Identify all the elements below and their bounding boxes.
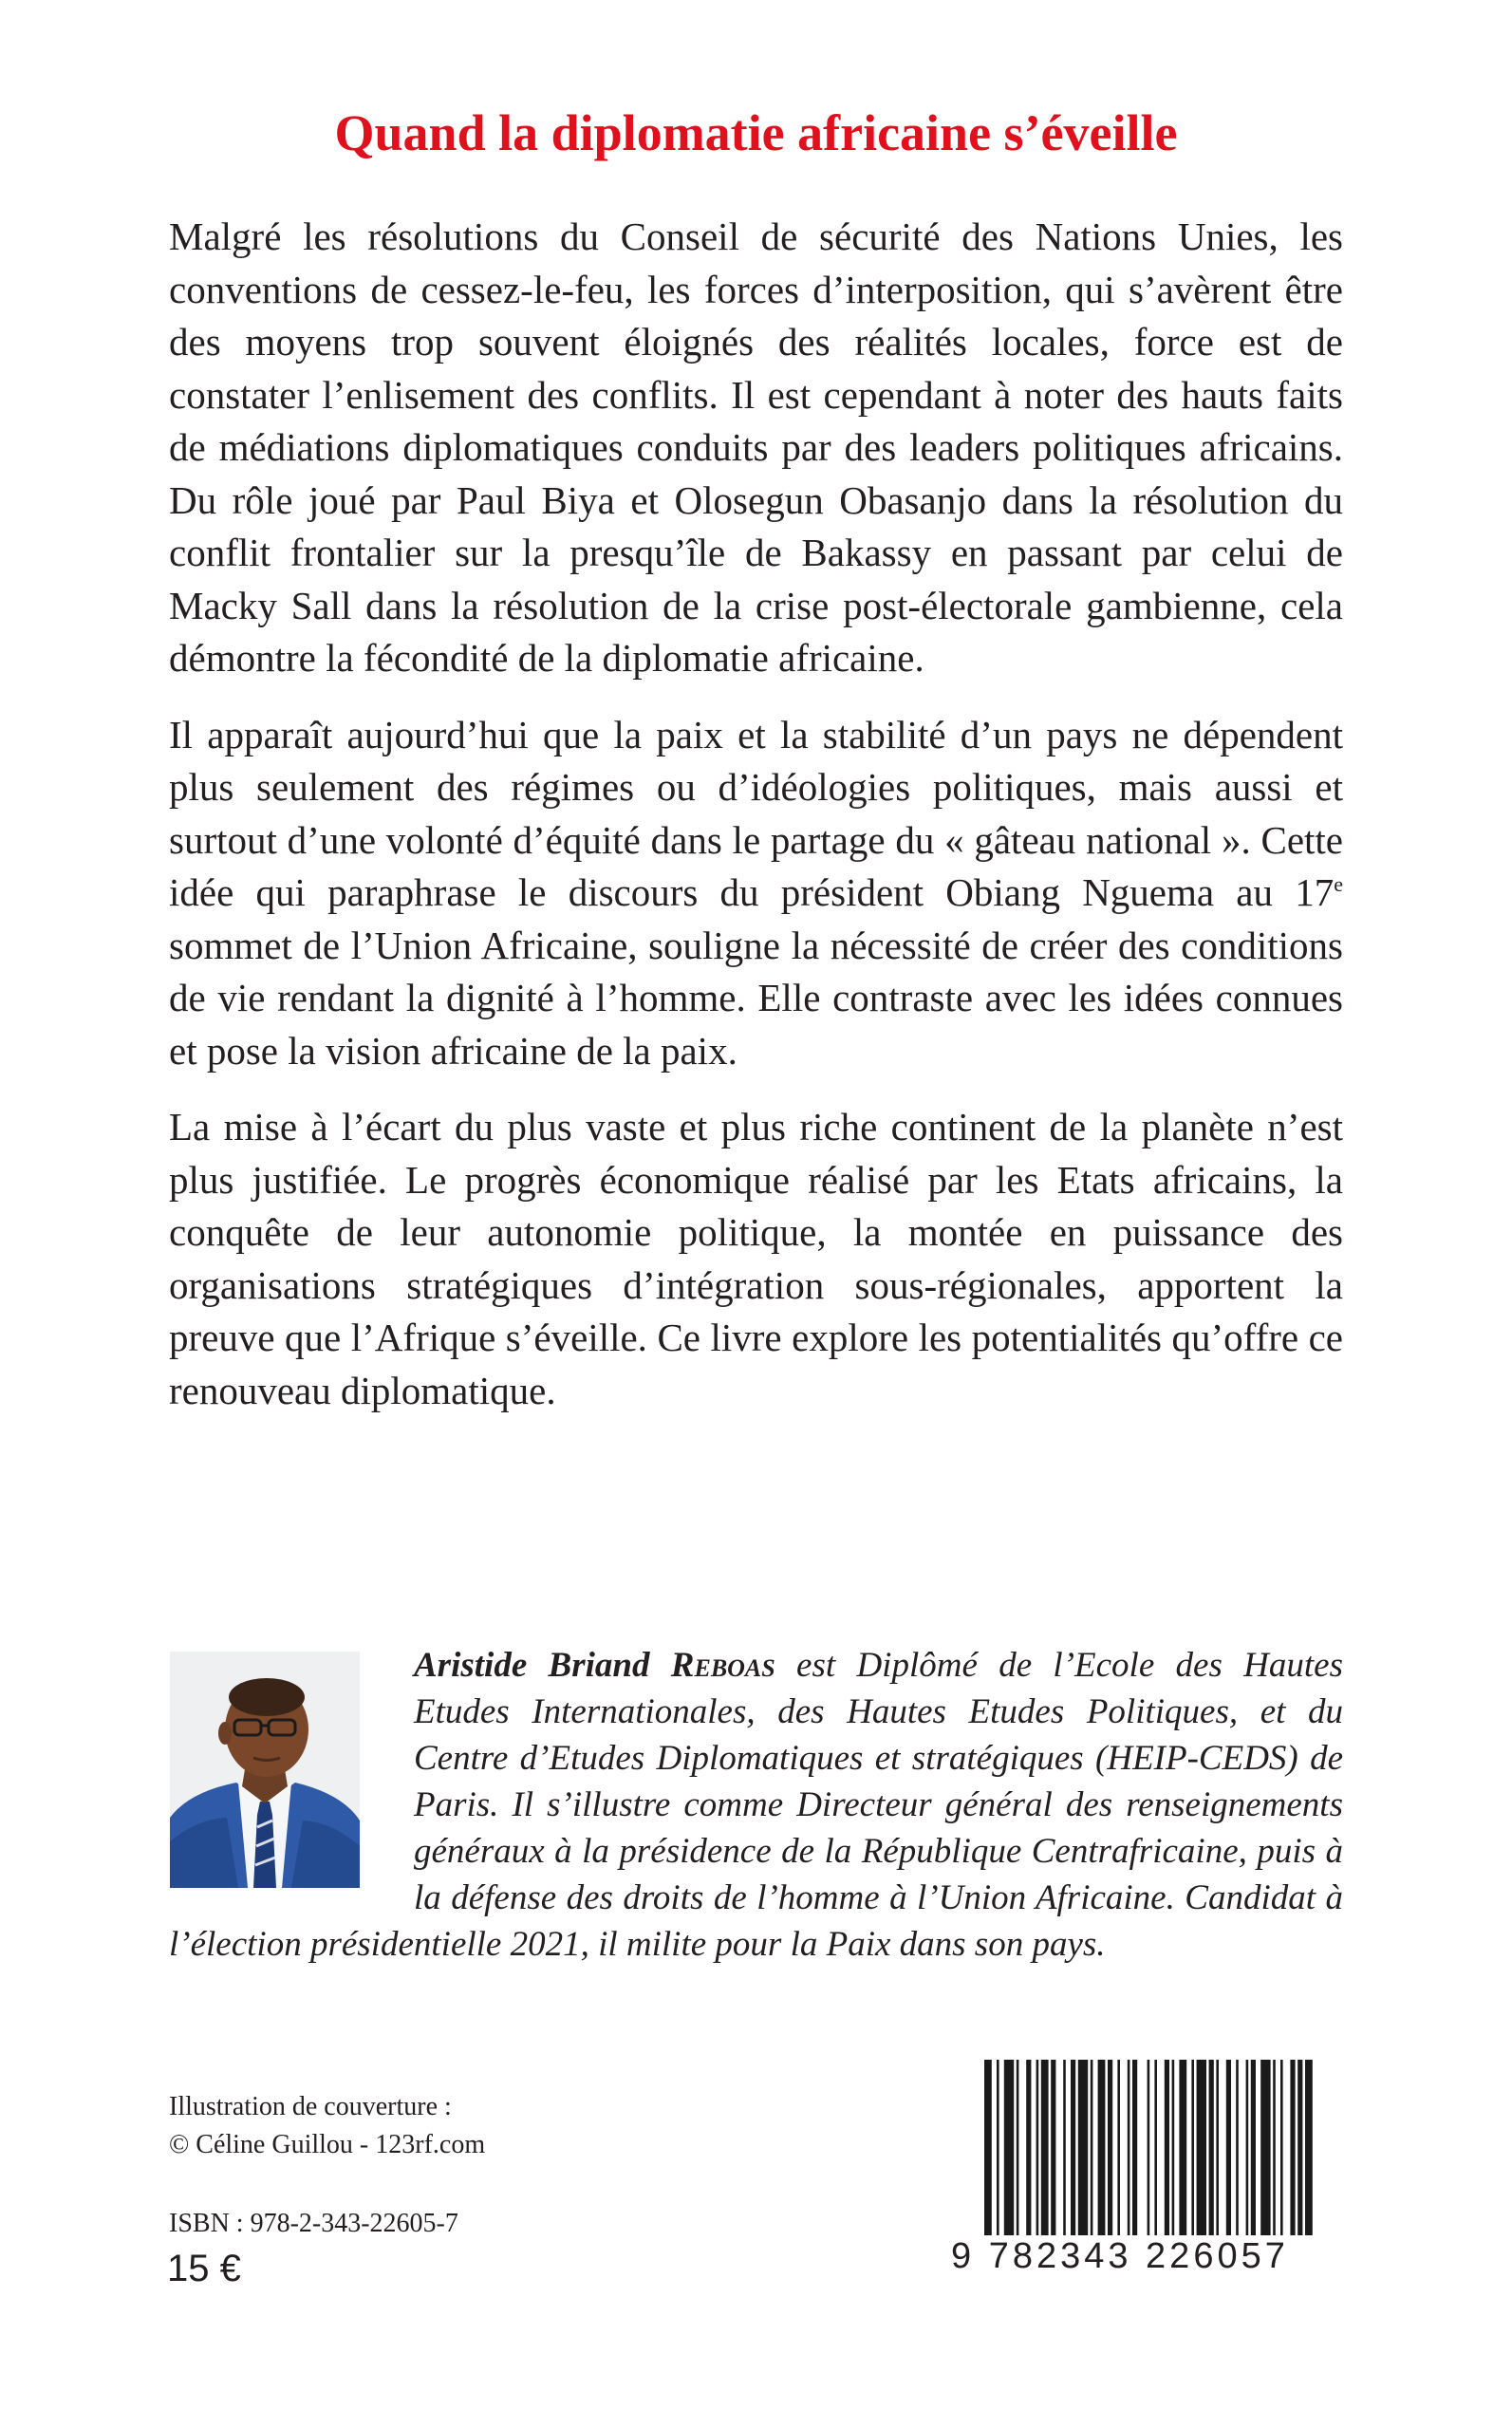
barcode-bar <box>1148 2060 1150 2235</box>
barcode-bar <box>1132 2060 1137 2235</box>
barcode-digits: 9 782343 226057 <box>951 2236 1289 2276</box>
barcode-bar <box>1280 2060 1283 2235</box>
barcode-bar <box>984 2060 992 2235</box>
barcode-bar <box>1036 2060 1039 2235</box>
illustration-credits <box>169 2088 485 2164</box>
summary-paragraph-2-text-b: sommet de l’Union Africaine, souligne la nécessité de créer des conditions de vie rendant la dignité à l’homme. Elle contraste avec les idées connues et pose la vision africaine de la paix. <box>169 923 1343 1073</box>
ordinal-superscript: e <box>1334 872 1343 896</box>
barcode-bar <box>1209 2060 1214 2235</box>
barcode-bar <box>1154 2060 1157 2235</box>
isbn: ISBN : 978-2-343-22605-7 <box>169 2209 458 2238</box>
barcode-bar <box>1290 2060 1295 2235</box>
barcode-bar <box>1172 2060 1175 2235</box>
barcode-bar <box>1117 2060 1120 2235</box>
summary-paragraph-3: La mise à l’écart du plus vaste et plus riche continent de la planète n’est plus justifiée. Le progrès économique réalisé par les Etats africains, la conquête de leur autonomie politique, la montée en puissance des organisations stratégiques d’intégration sous-régionales, apportent la preuve que l’Afrique s’éveille. Ce livre explore les potentialités qu’offre ce renouveau diplomatique. <box>169 1105 1343 1412</box>
credits-line-2: © Céline Guillou - 123rf.com <box>169 2130 486 2159</box>
summary-paragraph-1: Malgré les résolutions du Conseil de sécurité des Nations Unies, les conventions de cessez-le-feu, les forces d’interposition, qui s’avèrent être des moyens trop souvent éloignés des réalités locales, force est de constater l’enlisement des conflits. Il est cependant à noter des hauts faits de médiations diplomatiques conduits par des leaders politiques africains. Du rôle joué par Paul Biya et Olosegun Obasanjo dans la résolution du conflit frontalier sur la presqu’île de Bakassy en passant par celui de Macky Sall dans la résolution de la crise post-électorale gambienne, cela démontre la fécondité de la diplomatie africaine. <box>169 215 1343 680</box>
barcode-bar <box>1017 2060 1019 2235</box>
barcode-bar <box>1273 2060 1276 2235</box>
barcode-bar <box>1191 2060 1194 2235</box>
author-last-name: Reboas <box>670 1646 775 1685</box>
barcode-bar <box>1098 2060 1106 2235</box>
price: 15 € <box>167 2248 241 2289</box>
barcode-bar <box>1108 2060 1112 2235</box>
barcode-bar <box>1197 2060 1206 2235</box>
barcode-bar <box>1026 2060 1031 2235</box>
barcode-bar <box>1251 2060 1256 2235</box>
author-bio <box>169 1642 1343 1968</box>
author-name <box>414 1646 775 1685</box>
barcode-bar <box>1179 2060 1186 2235</box>
photo-spacer <box>169 1642 414 1900</box>
barcode-bar <box>1236 2060 1239 2235</box>
barcode-bar <box>1305 2060 1313 2235</box>
barcode-bar <box>1128 2060 1130 2235</box>
barcode-bar <box>1260 2060 1270 2235</box>
barcode-bar <box>997 2060 999 2235</box>
barcode-bar <box>1051 2060 1055 2235</box>
summary-paragraph-2-text-a: Il apparaît aujourd’hui que la paix et la stabilité d’un pays ne dépendent plus seulement des régimes ou d’idéologies politiques, mais aussi et surtout d’une volonté d’équité dans le partage du « gâteau national ». Cette idée qui paraphrase le discours du président Obiang Nguema au 17 <box>169 712 1343 914</box>
book-title: Quand la diplomatie africaine s’éveille <box>334 104 1178 161</box>
author-bio-text: est Diplômé de l’Ecole des Hautes Etudes Internationales, des Hautes Etudes Politiques, et du Centre d’Etudes Diplomatiques et stratégiques (HEIP-CEDS) de Paris. Il s’illustre comme Directeur général des renseignements généraux à la présidence de la République Centrafricaine, puis à la défense des droits de l’homme à l’Union Africaine. Candidat à l’élection présidentielle 2021, il milite pour la Paix dans son pays. <box>169 1646 1343 1964</box>
barcode-bar <box>1165 2060 1169 2235</box>
barcode-bar <box>1071 2060 1075 2235</box>
barcode-bar <box>1091 2060 1093 2235</box>
back-cover-summary <box>169 211 1343 1441</box>
barcode-bar <box>1226 2060 1231 2235</box>
barcode-bar <box>1063 2060 1066 2235</box>
barcode-bar <box>1216 2060 1219 2235</box>
author-first-names: Aristide Briand <box>414 1646 671 1685</box>
barcode-bar <box>1041 2060 1049 2235</box>
barcode-bar <box>1246 2060 1249 2235</box>
barcode-bar <box>1297 2060 1302 2235</box>
barcode-bar <box>1004 2060 1014 2235</box>
summary-paragraph-2 <box>169 709 1343 1078</box>
barcode-bar <box>1078 2060 1088 2235</box>
credits-line-1: Illustration de couverture : <box>169 2092 452 2121</box>
